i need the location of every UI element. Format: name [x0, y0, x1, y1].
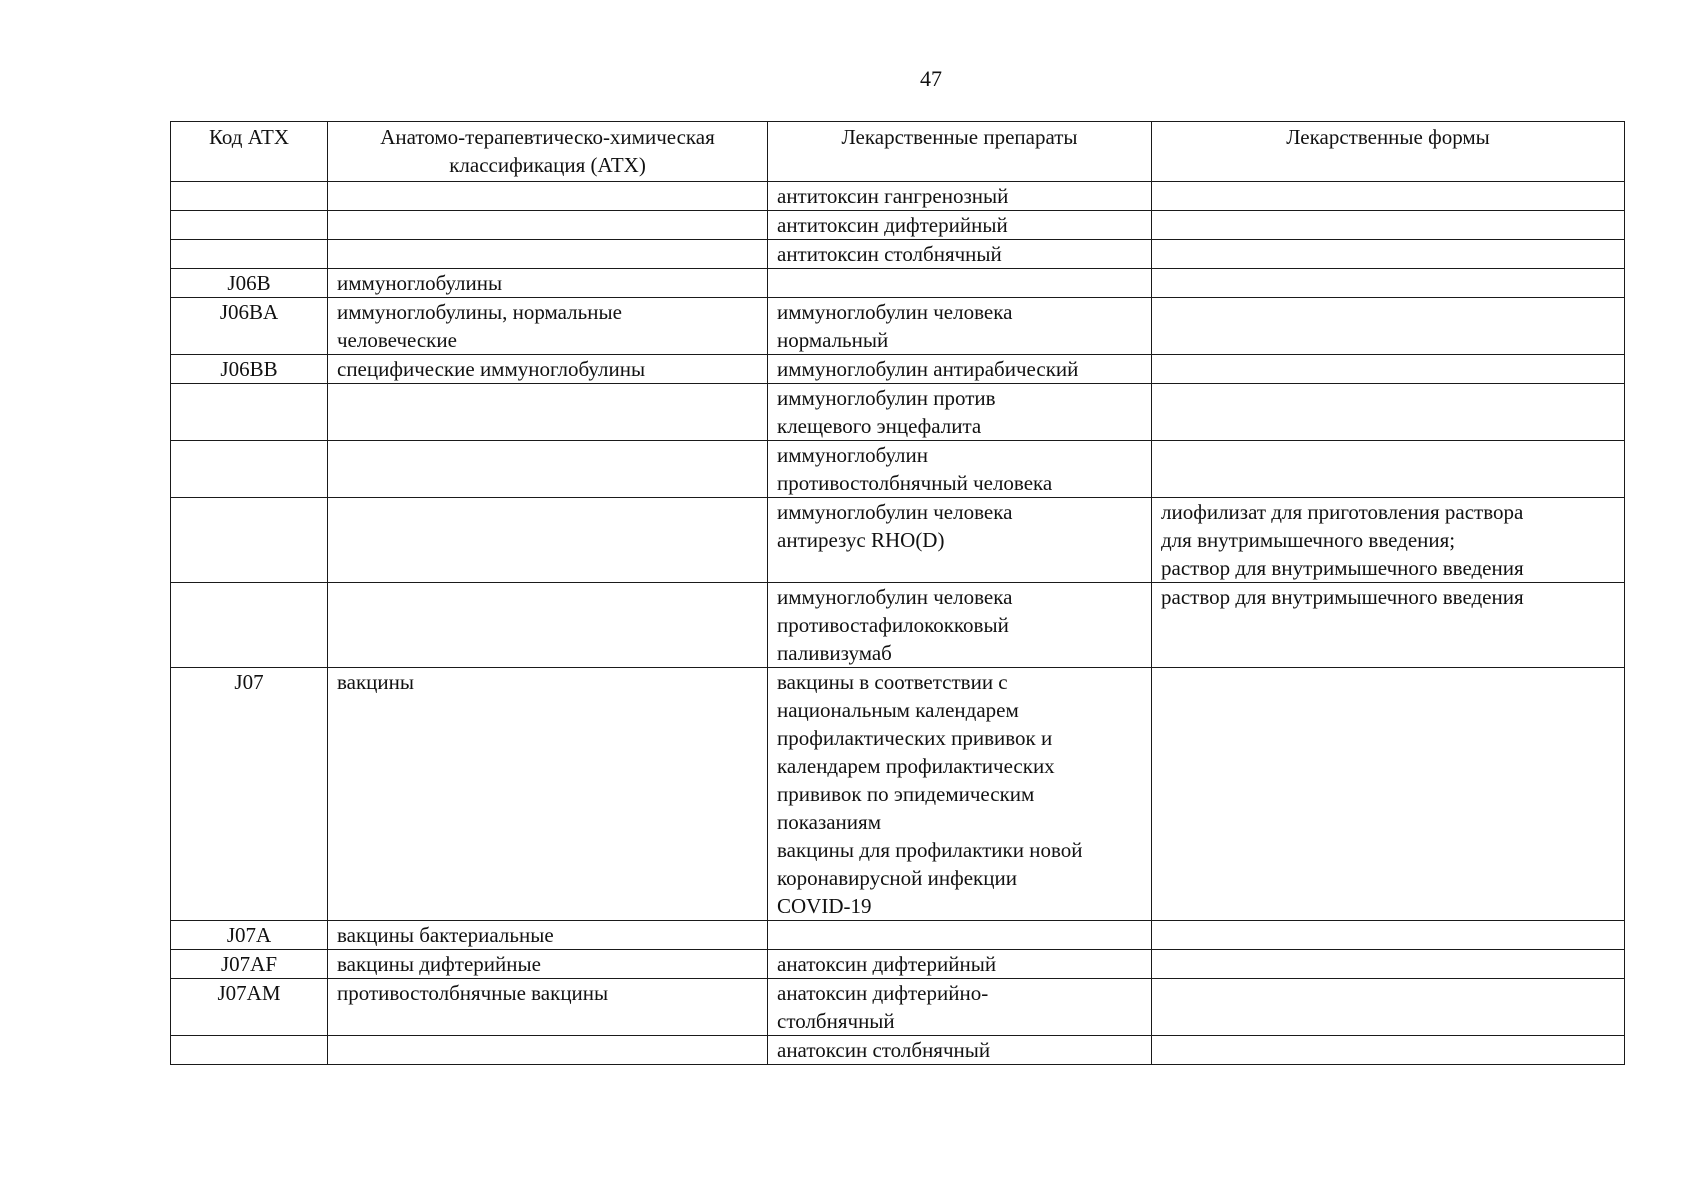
classification-cell-line: вакцины бактериальные [337, 923, 554, 947]
table-row [171, 298, 1625, 355]
atx-code-cell [171, 583, 328, 668]
dosage-form-cell-line: лиофилизат для приготовления раствора [1161, 500, 1524, 524]
drug-cell-line: анатоксин дифтерийно- [777, 981, 989, 1005]
drug-cell [768, 182, 1152, 211]
table-row [171, 950, 1625, 979]
drug-cell-line: прививок по эпидемическим [777, 782, 1035, 806]
drug-cell-line: показаниям [777, 810, 881, 834]
classification-cell [328, 355, 768, 384]
table-row [171, 240, 1625, 269]
dosage-form-cell [1152, 211, 1625, 240]
drug-cell [768, 583, 1152, 668]
classification-cell [328, 269, 768, 298]
classification-cell-line: вакцины дифтерийные [337, 952, 541, 976]
drug-cell-line: нормальный [777, 328, 889, 352]
header-atx-code: Код АТХ [171, 122, 328, 182]
drug-cell-line: антирезус RHO(D) [777, 528, 945, 552]
classification-cell-line: специфические иммуноглобулины [337, 357, 646, 381]
drug-cell [768, 211, 1152, 240]
dosage-form-cell [1152, 921, 1625, 950]
drug-cell-line: иммуноглобулин человека [777, 500, 1013, 524]
dosage-form-cell [1152, 583, 1625, 668]
classification-cell-line: человеческие [337, 328, 457, 352]
classification-cell [328, 211, 768, 240]
classification-cell [328, 583, 768, 668]
drug-cell-line: анатоксин столбнячный [777, 1038, 991, 1062]
header-dosage-forms: Лекарственные формы [1152, 122, 1625, 182]
drug-cell-line: вакцины для профилактики новой [777, 838, 1083, 862]
dosage-form-cell [1152, 182, 1625, 211]
classification-cell [328, 498, 768, 583]
classification-cell [328, 182, 768, 211]
atx-code-cell: J07AM [171, 979, 328, 1036]
atx-code-cell [171, 384, 328, 441]
table-row [171, 583, 1625, 668]
drug-cell-line: анатоксин дифтерийный [777, 952, 997, 976]
page-number: 47 [920, 66, 942, 91]
header-drugs: Лекарственные препараты [768, 122, 1152, 182]
classification-cell [328, 1036, 768, 1065]
dosage-form-cell-line: раствор для внутримышечного введения [1161, 556, 1524, 580]
drug-cell-line: иммуноглобулин против [777, 386, 996, 410]
drug-cell-line: профилактических прививок и [777, 726, 1053, 750]
drug-cell-line: национальным календарем [777, 698, 1019, 722]
atx-code-cell: J07AF [171, 950, 328, 979]
table-row [171, 921, 1625, 950]
drug-cell-line: противостафилококковый [777, 613, 1009, 637]
drug-cell [768, 298, 1152, 355]
classification-cell [328, 950, 768, 979]
drug-cell [768, 384, 1152, 441]
drug-cell-line: иммуноглобулин антирабический [777, 357, 1079, 381]
dosage-form-cell [1152, 668, 1625, 921]
dosage-form-cell [1152, 240, 1625, 269]
drug-cell-line: паливизумаб [777, 641, 892, 665]
header-atx-classification: Анатомо-терапевтическо-химическая классификация (АТХ) [328, 122, 768, 182]
classification-cell [328, 298, 768, 355]
dosage-form-cell [1152, 979, 1625, 1036]
classification-cell [328, 240, 768, 269]
atx-code-cell [171, 240, 328, 269]
drug-cell [768, 950, 1152, 979]
atx-code-cell [171, 441, 328, 498]
drug-cell [768, 498, 1152, 583]
table-row [171, 384, 1625, 441]
drug-cell-line: коронавирусной инфекции [777, 866, 1017, 890]
drug-cell-line: календарем профилактических [777, 754, 1055, 778]
drug-cell [768, 1036, 1152, 1065]
atx-code-cell: J06B [171, 269, 328, 298]
atx-code-cell [171, 182, 328, 211]
classification-cell [328, 668, 768, 921]
table-row [171, 668, 1625, 921]
drug-cell [768, 269, 1152, 298]
table-row [171, 182, 1625, 211]
table-row [171, 498, 1625, 583]
atx-table [170, 121, 1625, 1065]
classification-cell-line: вакцины [337, 670, 414, 694]
table-row [171, 355, 1625, 384]
dosage-form-cell-line: для внутримышечного введения; [1161, 528, 1456, 552]
table-row [171, 979, 1625, 1036]
dosage-form-cell-line: раствор для внутримышечного введения [1161, 585, 1524, 609]
drug-cell [768, 240, 1152, 269]
drug-cell [768, 921, 1152, 950]
drug-cell [768, 668, 1152, 921]
drug-cell-line: COVID-19 [777, 894, 872, 918]
drug-cell-line: антитоксин столбнячный [777, 242, 1002, 266]
atx-code-cell: J06BA [171, 298, 328, 355]
atx-code-cell [171, 498, 328, 583]
drug-cell-line: иммуноглобулин человека [777, 585, 1013, 609]
classification-cell-line: противостолбнячные вакцины [337, 981, 609, 1005]
atx-code-cell: J07A [171, 921, 328, 950]
drug-cell-line: столбнячный [777, 1009, 895, 1033]
drug-cell [768, 441, 1152, 498]
dosage-form-cell [1152, 498, 1625, 583]
classification-cell [328, 441, 768, 498]
drug-cell [768, 355, 1152, 384]
drug-cell-line: вакцины в соответствии с [777, 670, 1008, 694]
drug-cell-line: антитоксин дифтерийный [777, 213, 1008, 237]
classification-cell [328, 384, 768, 441]
table-row [171, 211, 1625, 240]
classification-cell-line: иммуноглобулины, нормальные [337, 300, 622, 324]
table-row [171, 441, 1625, 498]
dosage-form-cell [1152, 355, 1625, 384]
drug-cell-line: клещевого энцефалита [777, 414, 982, 438]
table-row [171, 269, 1625, 298]
drug-cell-line: иммуноглобулин [777, 443, 928, 467]
drug-cell-line: антитоксин гангренозный [777, 184, 1009, 208]
atx-code-cell [171, 211, 328, 240]
atx-code-cell: J06BB [171, 355, 328, 384]
drug-cell-line: иммуноглобулин человека [777, 300, 1013, 324]
atx-code-cell: J07 [171, 668, 328, 921]
table-body [171, 182, 1625, 1065]
dosage-form-cell [1152, 1036, 1625, 1065]
dosage-form-cell [1152, 441, 1625, 498]
drug-cell [768, 979, 1152, 1036]
classification-cell [328, 921, 768, 950]
table-header-row [171, 122, 1625, 182]
classification-cell-line: иммуноглобулины [337, 271, 503, 295]
dosage-form-cell [1152, 298, 1625, 355]
drug-cell-line: противостолбнячный человека [777, 471, 1053, 495]
dosage-form-cell [1152, 384, 1625, 441]
dosage-form-cell [1152, 269, 1625, 298]
classification-cell [328, 979, 768, 1036]
dosage-form-cell [1152, 950, 1625, 979]
table-row [171, 1036, 1625, 1065]
atx-code-cell [171, 1036, 328, 1065]
